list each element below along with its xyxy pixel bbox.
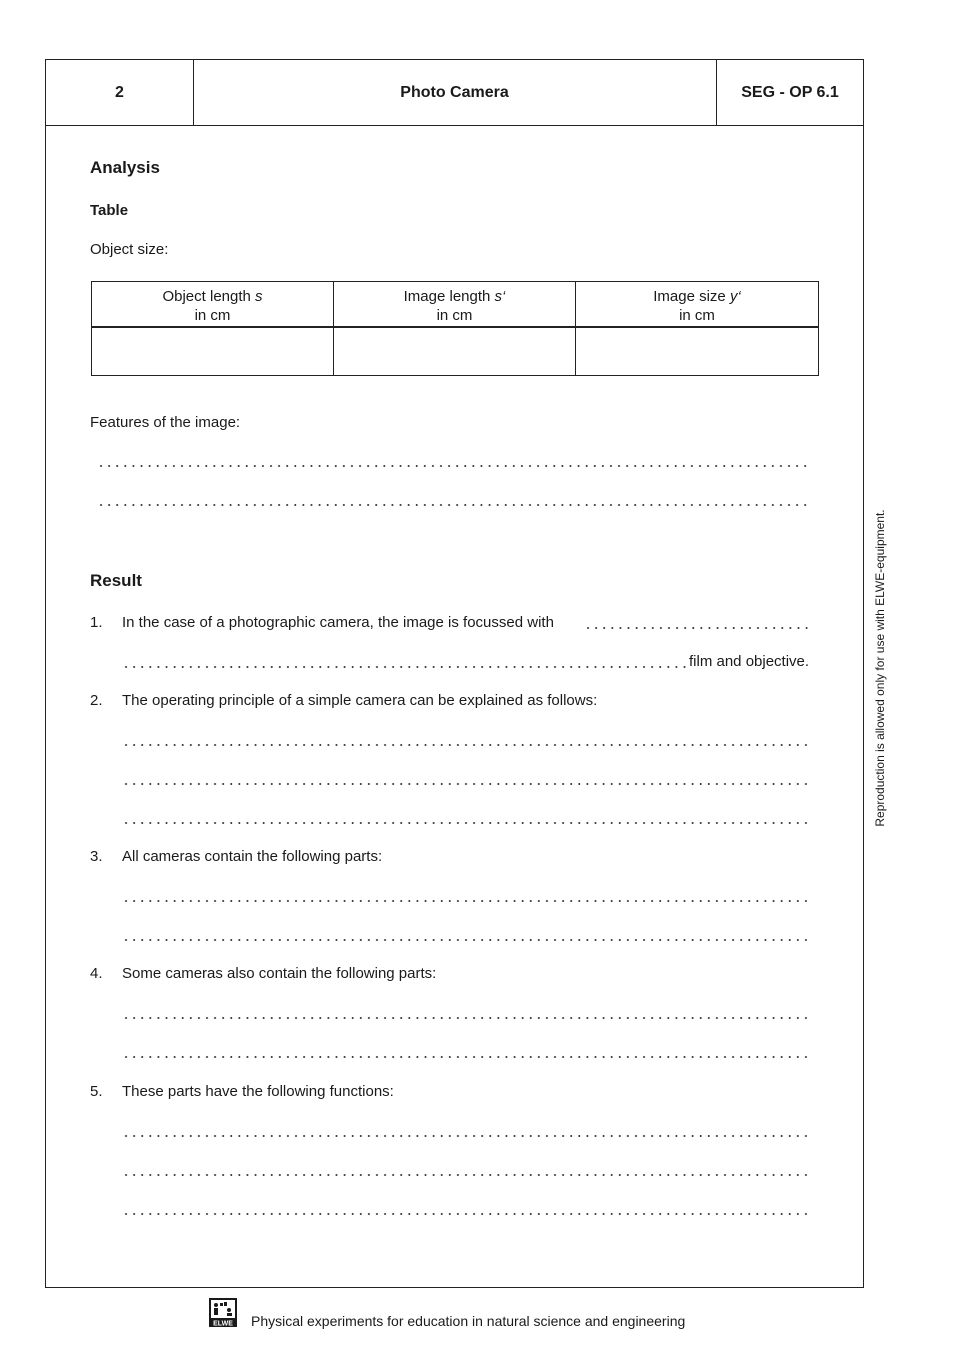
column-header-image-length bbox=[334, 282, 576, 326]
features-label: Features of the image: bbox=[90, 414, 241, 431]
table-header-row bbox=[92, 282, 818, 328]
answer-line[interactable] bbox=[122, 744, 812, 746]
column-name: Image size bbox=[653, 288, 726, 305]
column-symbol: y‘ bbox=[729, 288, 741, 305]
reproduction-note: Reproduction is allowed only for use with ELWE-equipment. bbox=[873, 509, 887, 827]
answer-line[interactable] bbox=[97, 504, 811, 506]
column-symbol: s bbox=[255, 288, 263, 305]
header-bar bbox=[46, 60, 863, 126]
item-number: 5. bbox=[90, 1083, 103, 1100]
table-heading: Table bbox=[90, 202, 129, 219]
answer-line[interactable] bbox=[122, 1135, 812, 1137]
table-row bbox=[92, 328, 818, 375]
column-unit: in cm bbox=[436, 307, 473, 324]
document-code: SEG - OP 6.1 bbox=[741, 83, 839, 101]
column-header-image-size bbox=[576, 282, 818, 326]
item-text: All cameras contain the following parts: bbox=[122, 848, 383, 865]
column-unit: in cm bbox=[194, 307, 231, 324]
item-text: Some cameras also contain the following parts: bbox=[122, 965, 437, 982]
column-unit: in cm bbox=[679, 307, 715, 324]
answer-line[interactable] bbox=[122, 1017, 812, 1019]
item-number: 2. bbox=[90, 692, 103, 709]
answer-line[interactable] bbox=[97, 465, 811, 467]
result-heading: Result bbox=[90, 571, 142, 590]
item-text: The operating principle of a simple camera can be explained as follows: bbox=[122, 692, 598, 709]
page-number: 2 bbox=[46, 60, 194, 125]
table-cell-image-length[interactable] bbox=[334, 328, 576, 375]
elwe-logo-icon bbox=[209, 1298, 237, 1327]
object-size-label: Object size: bbox=[90, 241, 169, 258]
column-header-object-length bbox=[92, 282, 334, 326]
answer-line[interactable] bbox=[122, 900, 812, 902]
item-number: 4. bbox=[90, 965, 103, 982]
svg-text:ELWE: ELWE bbox=[213, 1320, 233, 1327]
answer-line[interactable] bbox=[122, 666, 686, 668]
table-cell-object-length[interactable] bbox=[92, 328, 334, 375]
answer-line[interactable] bbox=[122, 1056, 812, 1058]
answer-line[interactable] bbox=[122, 939, 812, 941]
answer-line[interactable] bbox=[584, 627, 812, 629]
page-title: Photo Camera bbox=[193, 60, 717, 125]
item-text: These parts have the following functions: bbox=[122, 1083, 394, 1100]
answer-line[interactable] bbox=[122, 822, 812, 824]
footer-text: Physical experiments for education in natural science and engineering bbox=[251, 1313, 686, 1329]
answer-line[interactable] bbox=[122, 1213, 812, 1215]
item-tail-text: film and objective. bbox=[689, 653, 810, 670]
item-number: 1. bbox=[90, 614, 103, 631]
column-name: Image length bbox=[403, 288, 491, 305]
table-cell-image-size[interactable] bbox=[576, 328, 818, 375]
column-name: Object length bbox=[162, 288, 251, 305]
column-symbol: s‘ bbox=[494, 288, 506, 305]
analysis-heading: Analysis bbox=[90, 158, 160, 177]
answer-line[interactable] bbox=[122, 1174, 812, 1176]
answer-line[interactable] bbox=[122, 783, 812, 785]
item-text: In the case of a photographic camera, the image is focussed with bbox=[122, 614, 554, 631]
item-number: 3. bbox=[90, 848, 103, 865]
measurement-table bbox=[91, 281, 819, 376]
